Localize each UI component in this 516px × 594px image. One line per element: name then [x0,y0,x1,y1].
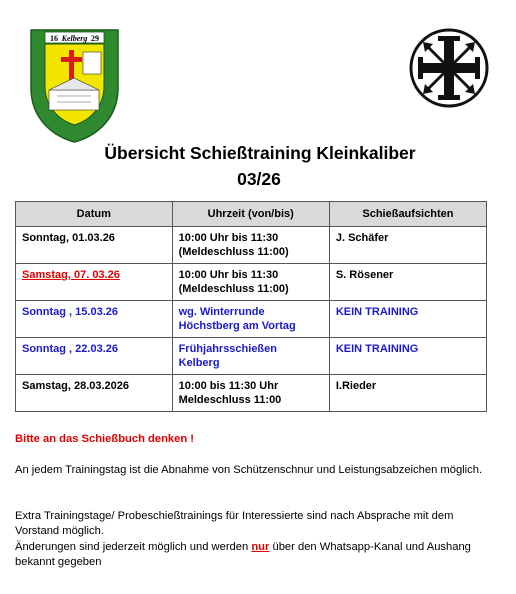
svg-text:Kelberg: Kelberg [61,34,88,43]
row-date: Sonntag, 01.03.26 [16,227,173,264]
row-time-line-2: Höchstberg am Vortag [178,320,296,332]
header-time: Uhrzeit (von/bis) [172,202,329,227]
row-date: Samstag, 07. 03.26 [16,264,173,301]
training-schedule-table [15,201,487,412]
row-time-line-1: Frühjahrsschießen [178,343,277,355]
reminder-note: Bitte an das Schießbuch denken ! [15,433,195,445]
paragraph-changes [15,540,485,570]
changes-text-end: über den Whatsapp-Kanal und Aushang bekannt gegeben [15,541,471,568]
row-supervisor: KEIN TRAINING [329,301,486,338]
row-supervisor: S. Rösener [329,264,486,301]
title-line-1: Übersicht Schießtraining Kleinkaliber [104,143,416,163]
cross-arrows-emblem [408,26,490,110]
row-time [172,338,329,375]
table-row [16,227,487,264]
changes-emphasis: nur [251,541,270,553]
row-time [172,301,329,338]
header-supervisors: Schießaufsichten [329,202,486,227]
row-date: Sonntag , 15.03.26 [16,301,173,338]
table-row [16,338,487,375]
row-date: Sonntag , 22.03.26 [16,338,173,375]
table-header-row [16,202,487,227]
row-date: Samstag, 28.03.2026 [16,375,173,412]
row-time-line-2: Kelberg [178,357,220,369]
row-supervisor: J. Schäfer [329,227,486,264]
row-time [172,227,329,264]
table-row [16,264,487,301]
row-time-line-1: wg. Winterrunde [178,306,265,318]
paragraph-badges: An jedem Trainingstag ist die Abnahme von Schützenschnur und Leistungsabzeichen möglich. [15,464,483,476]
row-time-line-1: 10:00 Uhr bis 11:30 [178,269,279,281]
row-time [172,375,329,412]
row-time-line-2: Meldeschluss 11:00 [178,394,282,406]
row-time-line-1: 10:00 bis 11:30 Uhr [178,380,279,392]
svg-text:16: 16 [50,34,58,43]
row-time-line-1: 10:00 Uhr bis 11:30 [178,232,279,244]
table-row [16,301,487,338]
header-date: Datum [16,202,173,227]
title-line-2: 03/26 [237,169,281,189]
table-row [16,375,487,412]
row-supervisor: I.Rieder [329,375,486,412]
row-time-line-2: (Meldeschluss 11:00) [178,283,289,295]
club-crest-logo [27,26,122,144]
page-title [0,140,516,192]
row-time-line-2: (Meldeschluss 11:00) [178,246,289,258]
row-time [172,264,329,301]
svg-text:29: 29 [91,34,99,43]
row-supervisor: KEIN TRAINING [329,338,486,375]
changes-text-start: Änderungen sind jederzeit möglich und werden [15,541,252,553]
paragraph-extra-training: Extra Trainingstage/ Probeschießtrainings für Interessierte sind nach Absprache mit dem Vorstand möglich. [15,510,454,537]
